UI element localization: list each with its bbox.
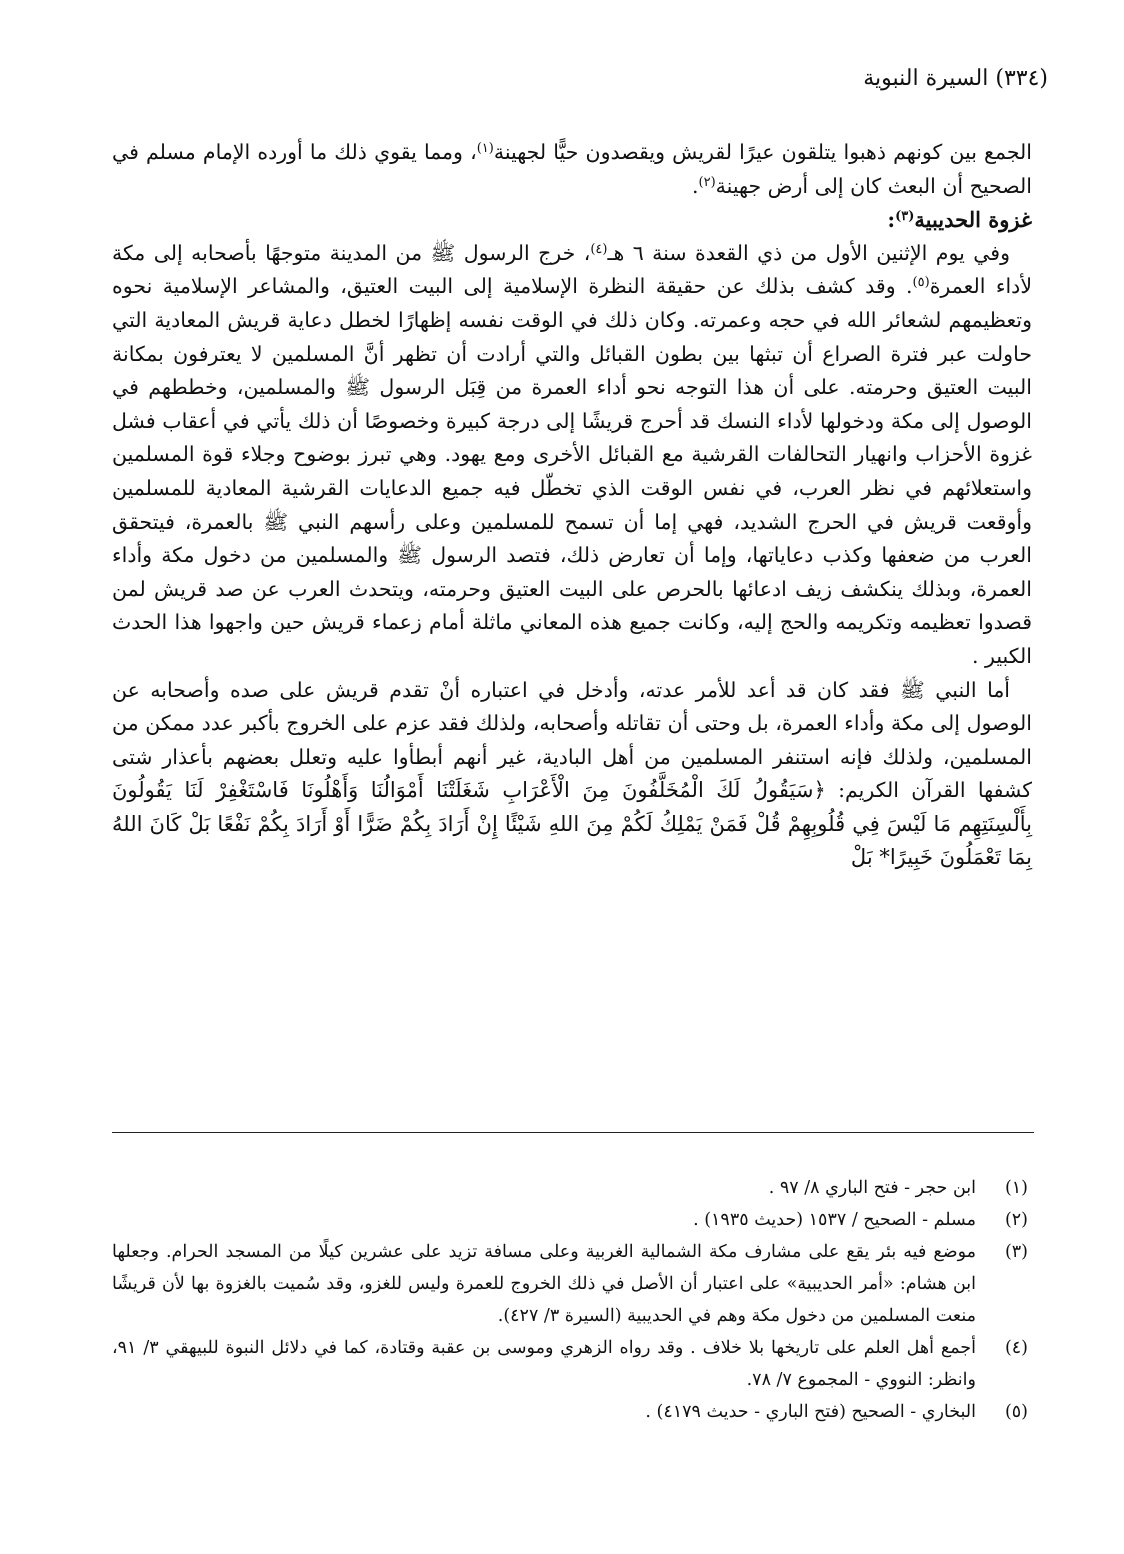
footnote-ref-5[interactable]: (٥) [912,275,930,291]
footnote-number: (٢) [1004,1210,1028,1230]
footnote-item [112,1204,1032,1236]
footnote-ref-3[interactable]: (٣) [895,209,915,225]
footnote-text: مسلم - الصحيح / ١٥٣٧ (حديث ١٩٣٥) . [693,1210,976,1230]
section-heading-colon: : [887,207,896,233]
footnote-number: (٤) [1004,1338,1028,1358]
paragraph-3-text: أما النبي ﷺ فقد كان قد أعد للأمر عدته، وأدخل في اعتباره أنْ تقدم قريش على صده وأصحابه عن الوصول إلى مكة وأداء العمرة، بل وحتى أن تقاتله وأصحابه، ولذلك فقد عزم على الخروج بأكبر عدد ممكن من المسلمين، ولذلك فإنه استنفر المسلمين من أهل البادية، غير أنهم أبطأوا عليه وتعلل بعضهم بأعذار شتى كشفها القرآن الكريم: [112,677,1032,803]
footnote-number: (١) [1004,1178,1028,1198]
section-heading [112,203,1032,237]
paragraph-1 [112,136,1032,203]
footnote-ref-2[interactable]: (٢) [698,174,716,190]
footnote-text: البخاري - الصحيح (فتح الباري - حديث ٤١٧٩) . [645,1402,976,1422]
paragraph-1-end: . [692,173,699,198]
main-text [112,136,1032,875]
paragraph-1-continuation: ، ومما يقوي ذلك ما أورده الإمام مسلم في الصحيح أن البعث كان إلى أرض جهينة [112,140,1032,198]
paragraph-3 [112,674,1032,876]
paragraph-2-start: وفي يوم الإثنين الأول من ذي القعدة سنة ٦ هـ [607,240,1010,265]
footnote-item [112,1236,1032,1332]
footnote-text: أجمع أهل العلم على تاريخها بلا خلاف . وقد رواه الزهري وموسى بن عقبة وقتادة، كما في دلائل النبوة للبيهقي ٣/ ٩١، وانظر: النووي - المجموع ٧/ ٧٨. [112,1338,976,1390]
paragraph-2-middle: ، خرج الرسول ﷺ من المدينة متوجهًا بأصحابه إلى مكة لأداء العمرة [112,240,1033,299]
section-heading-text: غزوة الحديبية [914,207,1032,233]
footnote-text: ابن حجر - فتح الباري ٨/ ٩٧ . [768,1178,976,1198]
paragraph-2-rest: . وقد كشف بذلك عن حقيقة النظرة الإسلامية إلى البيت العتيق، والمشاعر الإسلامية نحوه وتعظيمهم لشعائر الله في حجه وعمرته. وكان ذلك في الوقت نفسه إظهارًا لخطل دعاية قريش المعادية التي حاولت عبر فترة الصراع أن تبثها بين بطون القبائل والتي أرادت أن تظهر أنَّ المسلمين لا يعترفون بمكانة البيت العتيق وحرمته. على أن هذا التوجه نحو أداء العمرة من قِبَل الرسول ﷺ والمسلمين، وخططهم في الوصول إلى مكة ودخولها لأداء النسك قد أحرج قريشًا إلى درجة كبيرة وخصوصًا أن ذلك يأتي في أعقاب فشل غزوة الأحزاب وانهيار التحالفات القرشية مع القبائل الأخرى ومع يهود. وهي تبرز بوضوح وجلاء قوة المسلمين واستعلائهم في نظر العرب، في نفس الوقت الذي تخطّل فيه جميع الدعايات القرشية المعادية للمسلمين وأوقعت قريش في الحرج الشديد، فهي إما أن تسمح للمسلمين وعلى رأسهم النبي ﷺ بالعمرة، فيتحقق العرب من ضعفها وكذب دعاياتها، وإما أن تعارض ذلك، فتصد الرسول ﷺ والمسلمين من دخول مكة وأداء العمرة، وبذلك ينكشف زيف ادعائها بالحرص على البيت العتيق وحرمته، ويتحدث العرب عن صد قريش لمن قصدوا تعظيمه وتكريمه والحج إليه، وكانت جميع هذه المعاني ماثلة أمام زعماء قريش حين واجهوا هذا الحدث الكبير . [112,274,1032,668]
footnote-text: موضع فيه بئر يقع على مشارف مكة الشمالية الغربية وعلى مسافة تزيد على عشرين كيلًا من المسجد الحرام. وجعلها ابن هشام: «أمر الحديبية» على اعتبار أن الأصل في ذلك الخروج للعمرة وليس للغزو، وقد سُميت بالغزوة بها لأن قريشًا منعت المسلمين من دخول مكة وهم في الحديبية (السيرة ٣/ ٤٢٧). [112,1242,976,1326]
paragraph-1-text: الجمع بين كونهم ذهبوا يتلقون عيرًا لقريش ويقصدون حيًّا لجهينة [493,140,1032,164]
footnote-item [112,1172,1032,1204]
quran-quote: ﴿سَيَقُولُ لَكَ الْمُخَلَّفُونَ مِنَ الْأَعْرَابِ شَغَلَتْنَا أَمْوَالُنَا وَأَهْلُونَا فَاسْتَغْفِرْ لَنَا يَقُولُونَ بِأَلْسِنَتِهِم مَا لَيْسَ فِي قُلُوبِهِمْ قُلْ فَمَنْ يَمْلِكُ لَكُمْ مِنَ اللهِ شَيْئًا إِنْ أَرَادَ بِكُمْ ضَرًّا أَوْ أَرَادَ بِكُمْ نَفْعًا بَلْ كَانَ اللهُ بِمَا تَعْمَلُونَ خَبِيرًا* بَلْ [112,778,1032,870]
footnote-number: (٣) [1004,1242,1028,1262]
footnote-number: (٥) [1004,1402,1028,1422]
paragraph-2 [112,237,1032,674]
footnote-item [112,1332,1032,1396]
running-header: (٣٣٤) السيرة النبوية [863,66,1048,91]
footnote-ref-1[interactable]: (١) [476,141,494,156]
footnote-ref-4[interactable]: (٤) [590,241,608,257]
footnote-item [112,1396,1032,1428]
footnote-divider [112,1132,1034,1133]
footnotes [112,1172,1032,1428]
